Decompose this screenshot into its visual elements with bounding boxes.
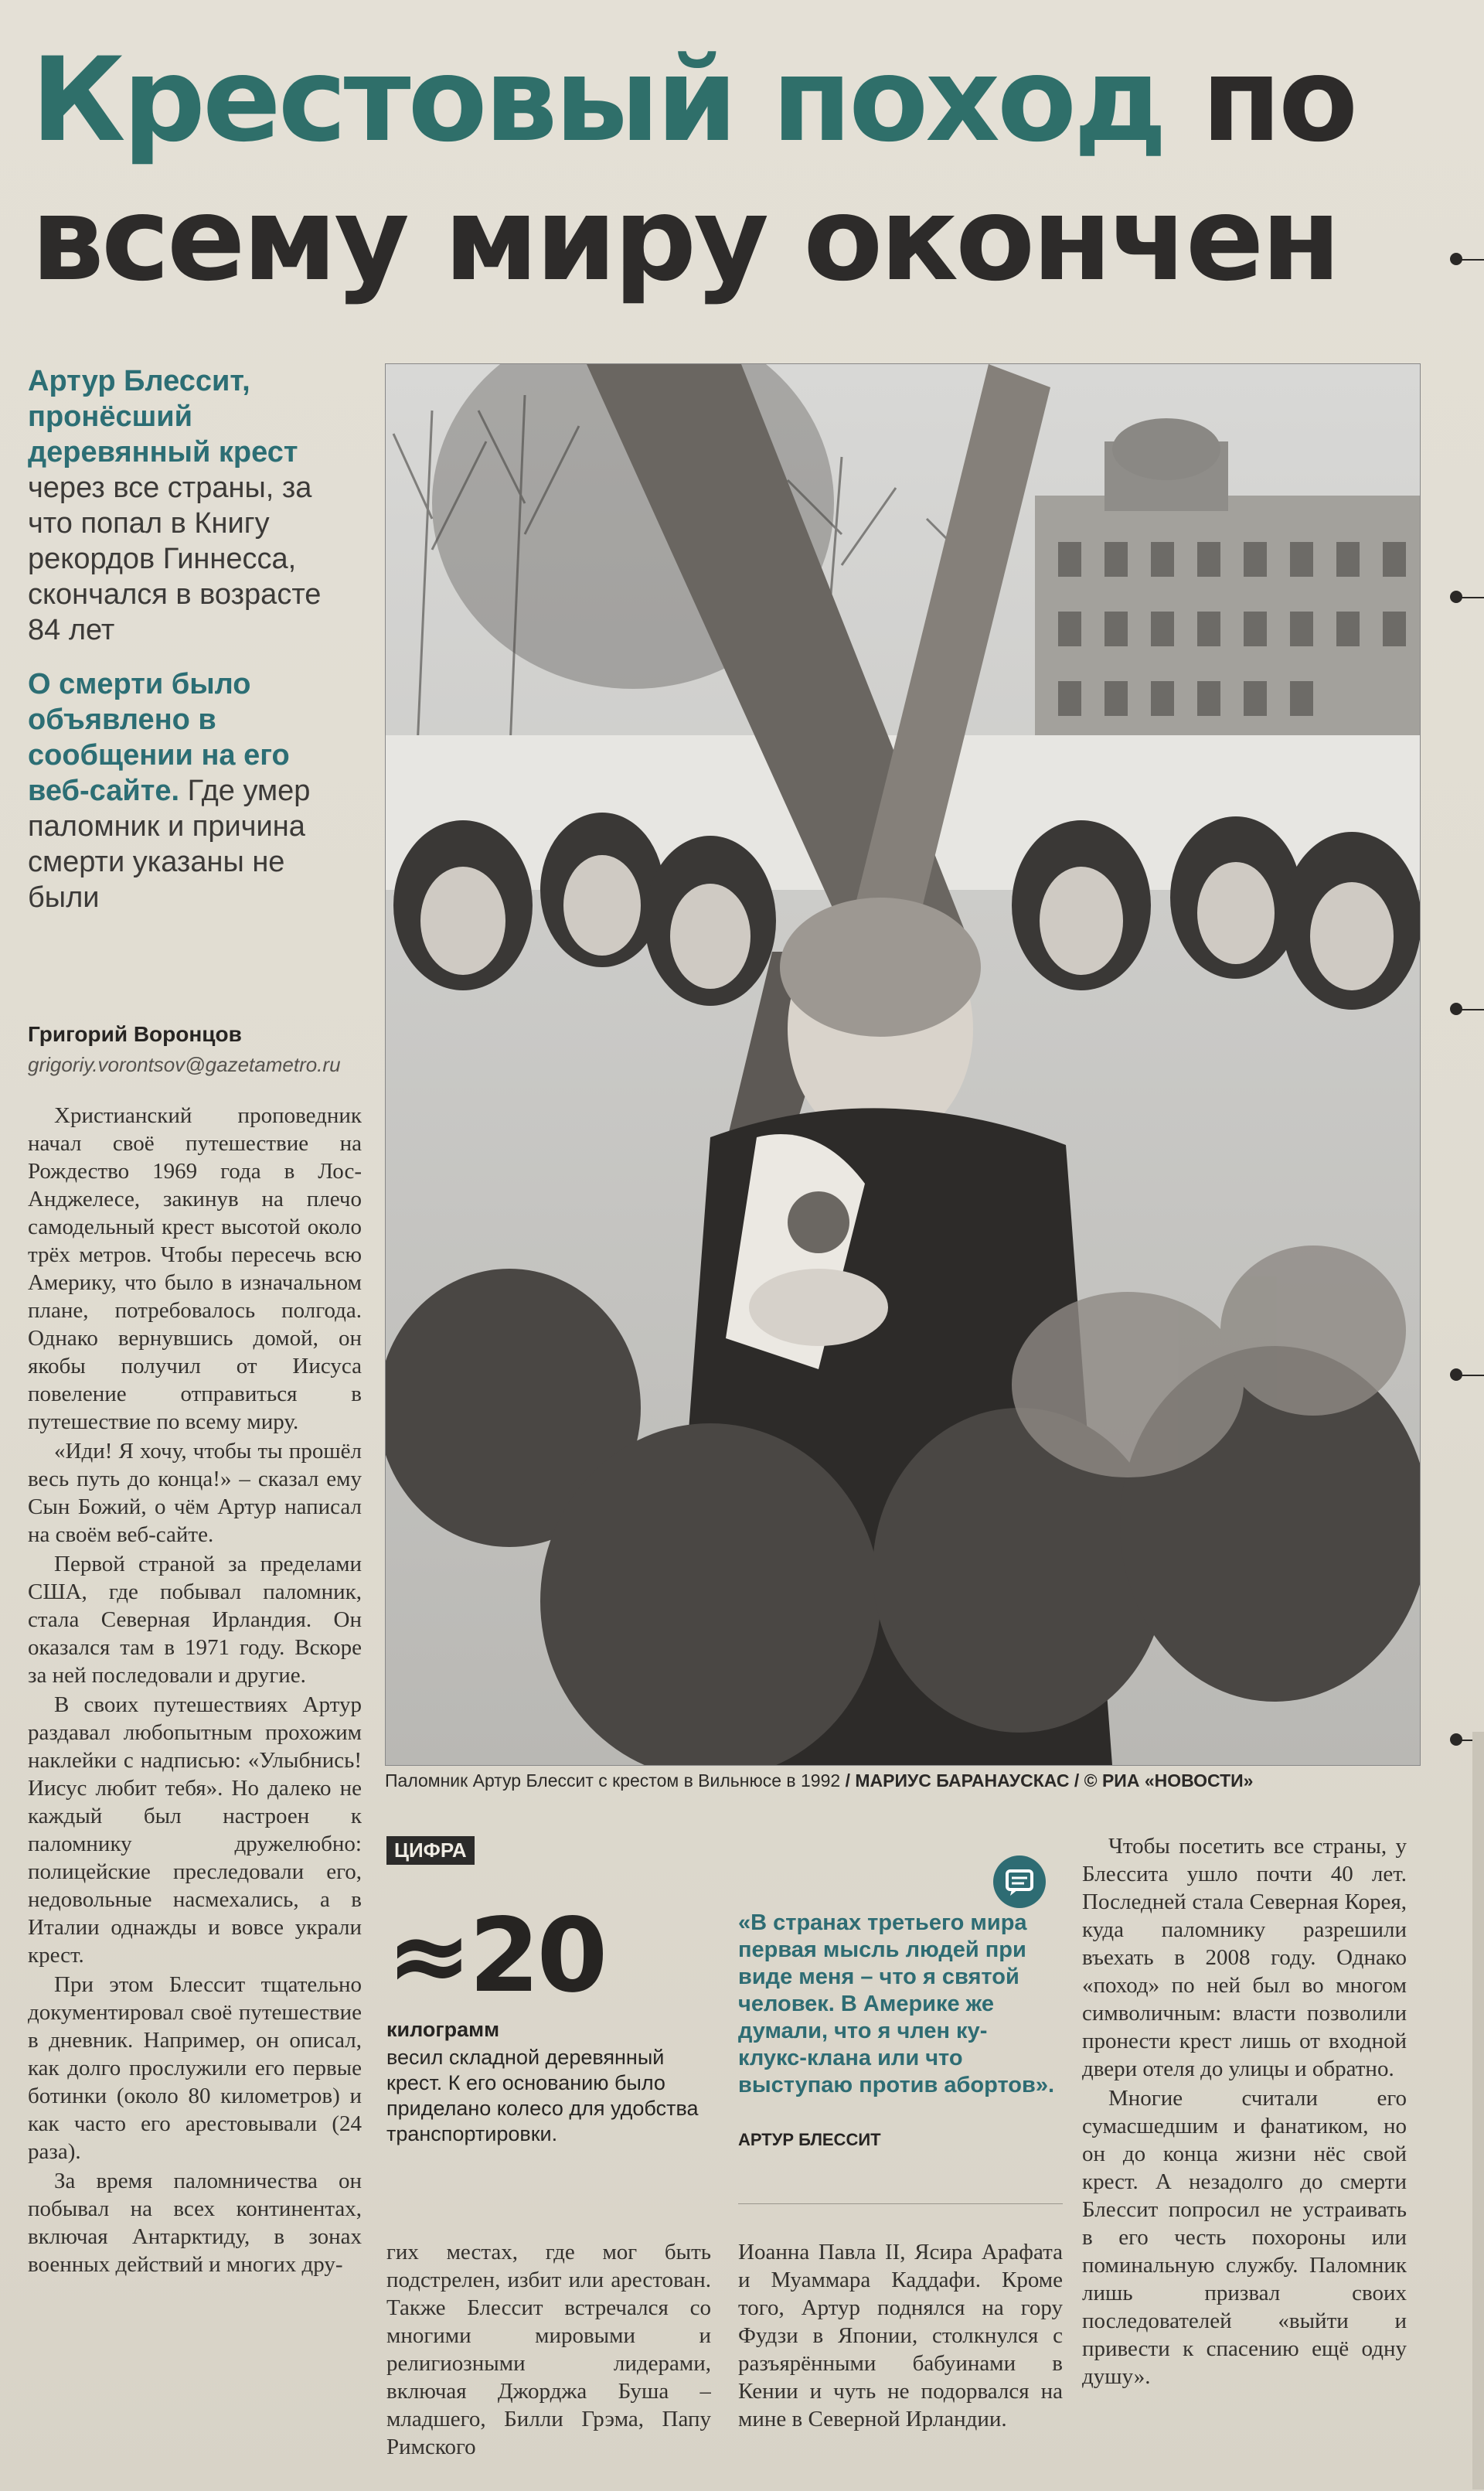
lead-1-text: через все страны, за что попал в Книгу рекордов Гиннесса, скончался в возрасте 84 лет xyxy=(28,472,322,646)
margin-dot xyxy=(1450,1003,1462,1015)
body-column-1 xyxy=(28,1102,362,2486)
margin-dot xyxy=(1450,1368,1462,1381)
byline-name: Григорий Воронцов xyxy=(28,1022,242,1046)
lead-1-highlight: Артур Блессит, пронёсший деревянный крест xyxy=(28,365,298,469)
figure-number: ≈20 xyxy=(386,1896,605,2016)
lead-2-text: Где умер паломник и причина смерти указаны не были xyxy=(28,775,311,914)
figure-unit: килограмм xyxy=(386,2018,500,2041)
caption-credit: / МАРИУС БАРАНАУСКАС / © РИА «НОВОСТИ» xyxy=(845,1770,1254,1791)
margin-dot xyxy=(1450,591,1462,603)
paragraph: В своих путешествиях Артур раздавал любопытным прохожим наклейки с надписью: «Улыбнись! Иисус любит тебя». Но далеко не каждый был настроен к паломнику дружелюбно: полицейские преследовали его, недовольные насмехались, а в Италии однажды и вовсе украли крест. xyxy=(28,1692,362,1968)
paragraph: При этом Блессит тщательно документировал своё путешествие в дневник. Например, он описал, как долго прослужили его первые ботинки (около 80 километров) и как часто его арестовывали (24 раза). xyxy=(28,1972,362,2164)
margin-dot xyxy=(1450,1733,1462,1746)
byline-email[interactable]: grigoriy.vorontsov@gazetametro.ru xyxy=(28,1053,341,1076)
pull-quote: «В странах третьего мира первая мысль людей при виде меня – что я святой человек. В Америке же думали, что я член ку-клукс-клана или что выступаю против абортов». xyxy=(738,1910,1055,2097)
quote-icon xyxy=(993,1855,1046,1908)
headline-line2: всему миру окончен xyxy=(31,172,1339,307)
paragraph: гих местах, где мог быть подстрелен, избит или арестован. Также Блессит встречался со многими мировыми и религиозными лидерами, включая Джорджа Буша – младшего, Билли Грэма, Папу Римского xyxy=(386,2240,711,2459)
paragraph: За время паломничества он побывал на всех континентах, включая Антарктиду, в зонах военных действий и многих дру- xyxy=(28,2169,362,2277)
photo-caption xyxy=(385,1770,1419,1791)
figure-badge: ЦИФРА xyxy=(386,1836,475,1865)
paragraph: «Иди! Я хочу, чтобы ты прошёл весь путь до конца!» – сказал ему Сын Божий, о чём Артур написал на своём веб-сайте. xyxy=(28,1439,362,1547)
body-column-3 xyxy=(738,2238,1063,2486)
headline xyxy=(31,31,1438,309)
paragraph: Христианский проповедник начал своё путешествие на Рождество 1969 года в Лос-Анджелесе, закинув на плечо самодельный крест высотой около трёх метров. Чтобы пересечь всю Америку, что было в изначальном плане, потребовалось полгода. Однако вернувшись домой, он якобы получил от Иисуса повеление отправиться в путешествие по всему миру. xyxy=(28,1103,362,1434)
paragraph: Многие считали его сумасшедшим и фанатиком, но он до конца жизни нёс свой крест. А незадолго до смерти Блессит попросил не устраивать в его честь похороны или поминальную службу. Паломник лишь призвал своих последователей «выйти и привести к спасению ещё одну душу». xyxy=(1082,2086,1407,2389)
lead-2-highlight: О смерти было объявлено в сообщении на его веб-сайте. xyxy=(28,668,290,807)
margin-dot xyxy=(1450,253,1462,265)
quote-author: АРТУР БЛЕССИТ xyxy=(738,2130,881,2149)
news-photo xyxy=(385,363,1421,1766)
lead-paragraph-2 xyxy=(28,666,352,915)
paragraph: Первой страной за пределами США, где побывал паломник, стала Северная Ирландия. Он оказался там в 1971 году. Вскоре за ней последовали и другие. xyxy=(28,1552,362,1688)
body-column-4 xyxy=(1082,1832,1407,2486)
headline-rest: по xyxy=(1201,33,1356,168)
lead-paragraph-1 xyxy=(28,363,352,648)
photo-illustration xyxy=(386,364,1420,1765)
adjacent-page-edge xyxy=(1472,1732,1484,2489)
figure-description: весил складной деревянный крест. К его основанию было приделано колесо для удобства транспортировки. xyxy=(386,2046,699,2145)
body-column-2 xyxy=(386,2238,711,2486)
caption-text: Паломник Артур Блессит с крестом в Вильнюсе в 1992 xyxy=(385,1770,841,1791)
headline-accent: Крестовый поход xyxy=(31,33,1165,168)
divider xyxy=(738,2203,1063,2204)
paragraph: Иоанна Павла II, Ясира Арафата и Муаммара Каддафи. Кроме того, Артур поднялся на гору Фудзи в Японии, столкнулся с разъярёнными бабуинами в Кении и чуть не подорвался на мине в Северной Ирландии. xyxy=(738,2240,1063,2431)
paragraph: Чтобы посетить все страны, у Блессита ушло почти 40 лет. Последней стала Северная Корея, куда паломнику разрешили въехать в 2008 году. Однако «поход» по ней был во многом символичным: власти позволили пронести крест лишь от входной двери отеля до улицы и обратно. xyxy=(1082,1834,1407,2081)
